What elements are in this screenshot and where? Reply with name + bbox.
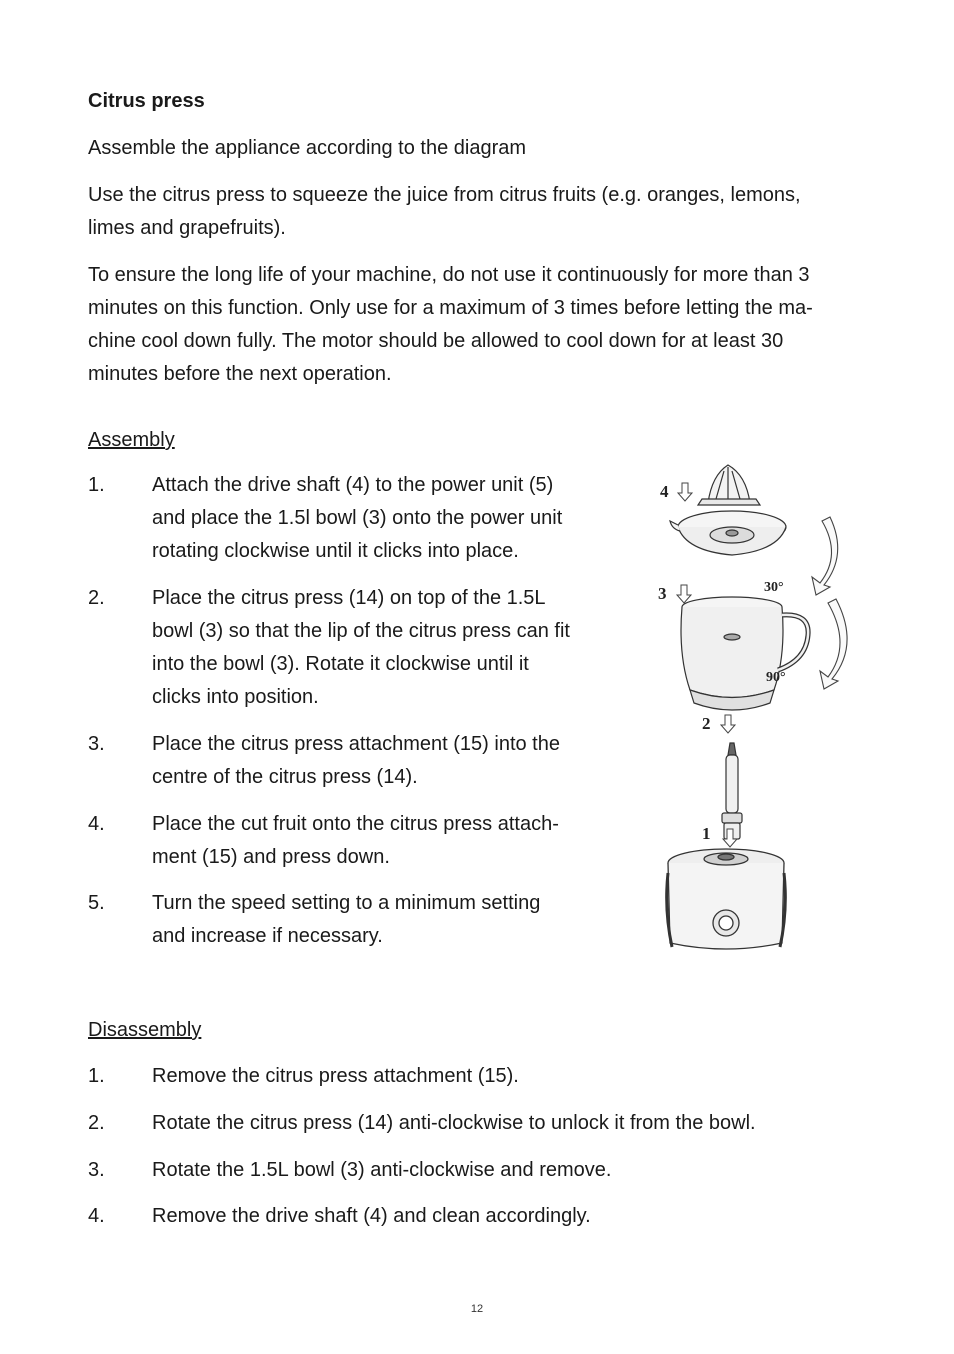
power-unit [667,849,786,949]
disassembly-step-number: 4. [88,1205,105,1227]
page-number: 12 [470,1303,484,1315]
intro-paragraph-3-line: To ensure the long life of your machine, do not use it continuously for more than 3 [88,264,810,286]
section-title: Citrus press [88,90,205,112]
assembly-step-line: centre of the citrus press (14). [152,766,418,788]
citrus-press-cone [698,465,760,505]
assembly-step-line: Place the citrus press attachment (15) into the [152,733,560,755]
diagram-angle-30: 30° [764,580,784,595]
disassembly-step-text: Remove the drive shaft (4) and clean accordingly. [152,1205,591,1227]
intro-paragraph-2-line: Use the citrus press to squeeze the juice from citrus fruits (e.g. oranges, lemons, [88,184,801,206]
disassembly-step-text: Rotate the citrus press (14) anti-clockwise to unlock it from the bowl. [152,1112,756,1134]
intro-paragraph-2-line: limes and grapefruits). [88,217,286,239]
assembly-step-line: ment (15) and press down. [152,846,390,868]
disassembly-step-number: 2. [88,1112,105,1134]
diagram-label-2: 2 [702,714,711,733]
assembly-step-number: 2. [88,587,105,609]
assembly-step-number: 3. [88,733,105,755]
diagram-label-1: 1 [702,824,711,843]
assembly-step-line: rotating clockwise until it clicks into place. [152,540,519,562]
diagram-angle-90: 90° [766,670,786,685]
assembly-step-line: and place the 1.5l bowl (3) onto the power unit [152,507,563,529]
disassembly-heading: Disassembly [88,1019,202,1041]
mixing-bowl [681,597,808,710]
assembly-step-number: 1. [88,474,105,496]
assembly-step-line: Place the cut fruit onto the citrus press attach- [152,813,559,835]
assembly-step-line: into the bowl (3). Rotate it clockwise until it [152,653,529,675]
assembly-step-line: bowl (3) so that the lip of the citrus press can fit [152,620,570,642]
disassembly-step-number: 1. [88,1065,105,1087]
intro-paragraph-3-line: minutes on this function. Only use for a maximum of 3 times before letting the ma- [88,297,813,319]
assembly-step-line: Turn the speed setting to a minimum setting [152,892,541,914]
intro-paragraph-3-line: chine cool down fully. The motor should be allowed to cool down for at least 30 [88,330,784,352]
down-arrow-icon [721,715,735,733]
assembly-step-line: clicks into position. [152,686,319,708]
down-arrow-icon [677,585,691,603]
down-arrow-icon [678,483,692,501]
diagram-label-4: 4 [660,482,669,501]
intro-paragraph-1: Assemble the appliance according to the diagram [88,137,527,159]
assembly-step-number: 5. [88,892,105,914]
assembly-step-line: and increase if necessary. [152,925,383,947]
assembly-step-line: Attach the drive shaft (4) to the power unit (5) [152,474,554,496]
assembly-diagram [650,455,860,960]
assembly-heading: Assembly [88,429,175,451]
assembly-step-number: 4. [88,813,105,835]
diagram-label-3: 3 [658,584,667,603]
citrus-press-strainer [670,511,786,555]
drive-shaft [722,743,742,839]
rotate-arrow-icon [812,517,838,595]
assembly-step-line: Place the citrus press (14) on top of the 1.5L [152,587,546,609]
intro-paragraph-3-line: minutes before the next operation. [88,363,392,385]
disassembly-step-text: Rotate the 1.5L bowl (3) anti-clockwise and remove. [152,1159,612,1181]
disassembly-step-text: Remove the citrus press attachment (15). [152,1065,519,1087]
rotate-arrow-icon [820,599,847,689]
disassembly-step-number: 3. [88,1159,105,1181]
